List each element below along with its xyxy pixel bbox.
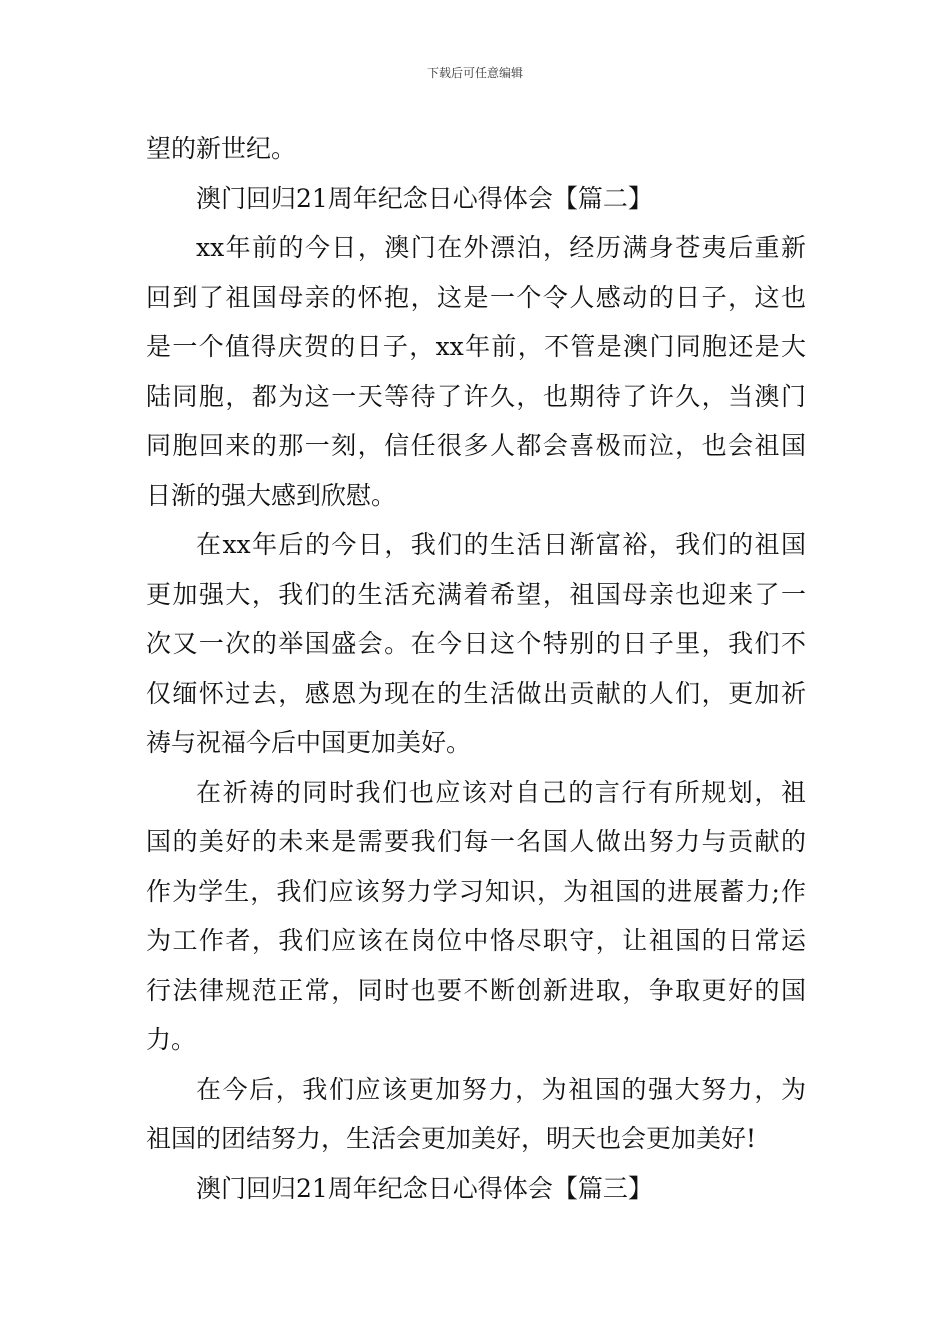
text-line: 日渐的强大感到欣慰。 bbox=[146, 480, 397, 510]
text-line: 望的新世纪。 bbox=[146, 134, 297, 163]
page-header: 下载后可任意编辑 bbox=[426, 66, 523, 80]
text-line: 仅缅怀过去，感恩为现在的生活做出贡献的人们，更加祈 bbox=[146, 678, 806, 708]
text-line: 国的美好的未来是需要我们每一名国人做出努力与贡献的 bbox=[146, 827, 806, 856]
text-line: 是一个值得庆贺的日子，xx年前，不管是澳门同胞还是大 bbox=[146, 332, 806, 361]
text-line: 回到了祖国母亲的怀抱，这是一个令人感动的日子，这也 bbox=[146, 282, 806, 312]
text-line: 次又一次的举国盛会。在今日这个特别的日子里，我们不 bbox=[146, 629, 806, 658]
section-heading: 澳门回归21周年纪念日心得体会【篇二】 bbox=[196, 183, 653, 213]
text-line: 为工作者，我们应该在岗位中恪尽职守，让祖国的日常运 bbox=[146, 926, 806, 955]
text-line: 在今后，我们应该更加努力，为祖国的强大努力，为 bbox=[196, 1074, 806, 1104]
text-line: 行法律规范正常，同时也要不断创新进取，争取更好的国 bbox=[146, 975, 806, 1005]
text-line: 祖国的团结努力，生活会更加美好，明天也会更加美好! bbox=[146, 1124, 757, 1153]
text-line: 陆同胞，都为这一天等待了许久，也期待了许久，当澳门 bbox=[146, 381, 806, 411]
text-line: 祷与祝福今后中国更加美好。 bbox=[146, 728, 472, 757]
text-line: 力。 bbox=[146, 1025, 197, 1054]
section-heading: 澳门回归21周年纪念日心得体会【篇三】 bbox=[196, 1173, 653, 1203]
text-line: xx年前的今日，澳门在外漂泊，经历满身苍夷后重新 bbox=[196, 233, 806, 262]
text-line: 同胞回来的那一刻，信任很多人都会喜极而泣，也会祖国 bbox=[146, 431, 806, 460]
text-line: 在祈祷的同时我们也应该对自己的言行有所规划，祖 bbox=[196, 777, 806, 807]
text-line: 更加强大，我们的生活充满着希望，祖国母亲也迎来了一 bbox=[146, 579, 806, 609]
text-line: 在xx年后的今日，我们的生活日渐富裕，我们的祖国 bbox=[196, 530, 806, 559]
document-body bbox=[146, 124, 806, 1213]
text-line: 作为学生，我们应该努力学习知识，为祖国的进展蓄力;作 bbox=[146, 876, 806, 906]
